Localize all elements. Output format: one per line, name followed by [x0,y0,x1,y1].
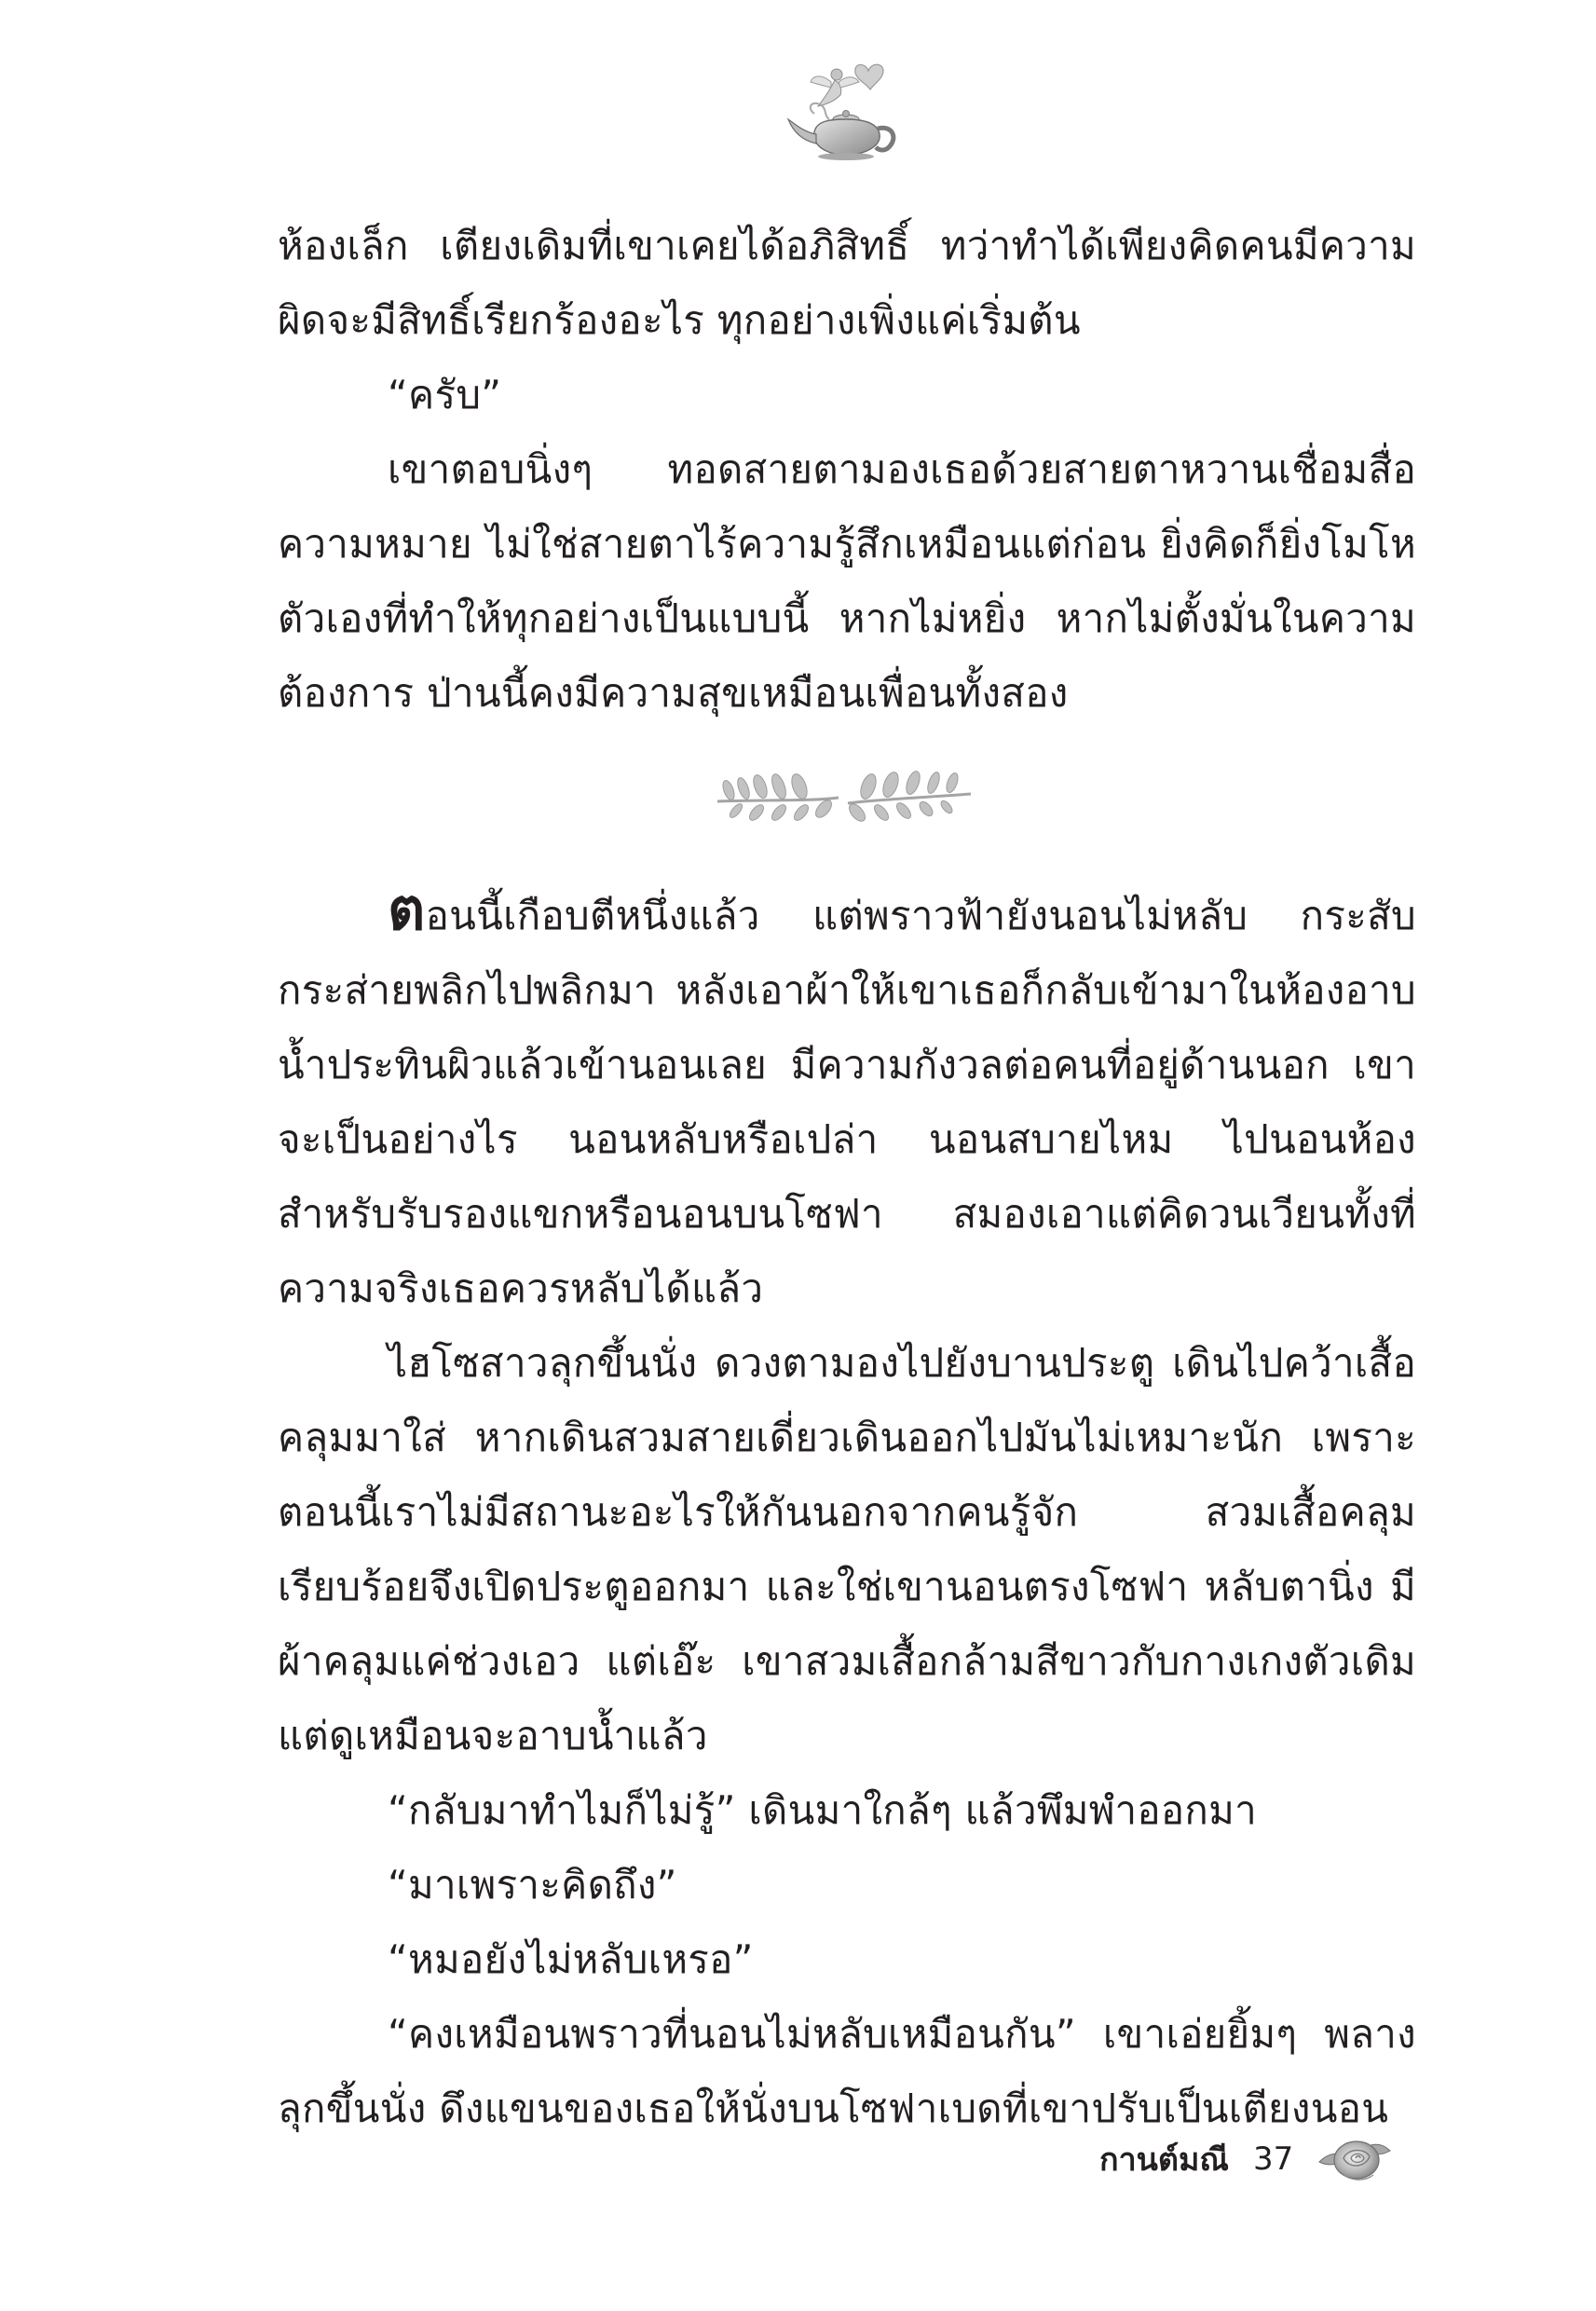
book-title: กานต์มณี [1099,2141,1229,2179]
page-number: 37 [1252,2140,1294,2178]
paragraph: ไฮโซสาวลุกขึ้นนั่ง ดวงตามองไปยังบานประตู เดินไปคว้าเสื้อคลุมมาใส่ หากเดินสวมสายเดี่ยวเดินออกไปมันไม่เหมาะนัก เพราะตอนนี้เราไม่มีสถานะอะไรให้กันนอกจากคนรู้จัก สวมเสื้อคลุมเรียบร้อยจึงเปิดประตูออกมา และใช่เขานอนตรงโซฟา หลับตานิ่ง มีผ้าคลุมแค่ช่วงเอว แต่เอ๊ะ เขาสวมเสื้อกล้ามสีขาวกับกางเกงตัวเดิม แต่ดูเหมือนจะอาบน้ำแล้ว [278,1340,1416,1758]
paragraph-continuation: ห้องเล็ก เตียงเดิมที่เขาเคยได้อภิสิทธิ์ ทว่าทำได้เพียงคิดคนมีความผิดจะมีสิทธิ์เรียกร้องอะไร ทุกอย่างเพิ่งแค่เริ่มต้น [278,223,1416,343]
top-text-block [278,209,1416,731]
dialogue-line: “ครับ” [388,372,502,417]
paragraph: “คงเหมือนพราวที่นอนไม่หลับเหมือนกัน” เขาเอ่ยยิ้มๆ พลางลุกขึ้นนั่ง ดึงแขนของเธอให้นั่งบนโซฟาเบดที่เขาปรับเป็นเตียงนอน [278,2011,1416,2131]
rose-icon [1314,2130,1396,2188]
teapot-fairy-ornament-icon [773,54,913,166]
section-opening-text: อนนี้เกือบตีหนึ่งแล้ว แต่พราวฟ้ายังนอนไม่หลับ กระสับกระส่ายพลิกไปพลิกมา หลังเอาผ้าให้เขาเธอก็กลับเข้ามาในห้องอาบน้ำประทินผิวแล้วเข้านอนเลย มีความกังวลต่อคนที่อยู่ด้านนอก เขาจะเป็นอย่างไร นอนหลับหรือเปล่า นอนสบายไหม ไปนอนห้องสำหรับรับรองแขกหรือนอนบนโซฟา สมองเอาแต่คิดวนเวียนทั้งที่ความจริงเธอควรหลับได้แล้ว [278,893,1416,1311]
drop-cap-letter: ต [388,875,426,943]
dialogue-line: “กลับมาทำไมก็ไม่รู้” เดินมาใกล้ๆ แล้วพึมพำออกมา [388,1787,1258,1833]
leaf-branch-divider-icon [708,766,978,822]
bottom-text-block [278,872,1416,2146]
page-footer [1099,2131,1396,2187]
section-opening-paragraph [278,872,1416,1326]
dialogue-line: “มาเพราะคิดถึง” [388,1862,677,1908]
paragraph: เขาตอบนิ่งๆ ทอดสายตามองเธอด้วยสายตาหวานเชื่อมสื่อความหมาย ไม่ใช่สายตาไร้ความรู้สึกเหมือนแต่ก่อน ยิ่งคิดก็ยิ่งโมโหตัวเองที่ทำให้ทุกอย่างเป็นแบบนี้ หากไม่หยิ่ง หากไม่ตั้งมั่นในความต้องการ ป่านนี้คงมีความสุขเหมือนเพื่อนทั้งสอง [278,446,1416,716]
dialogue-line: “หมอยังไม่หลับเหรอ” [388,1936,754,1982]
